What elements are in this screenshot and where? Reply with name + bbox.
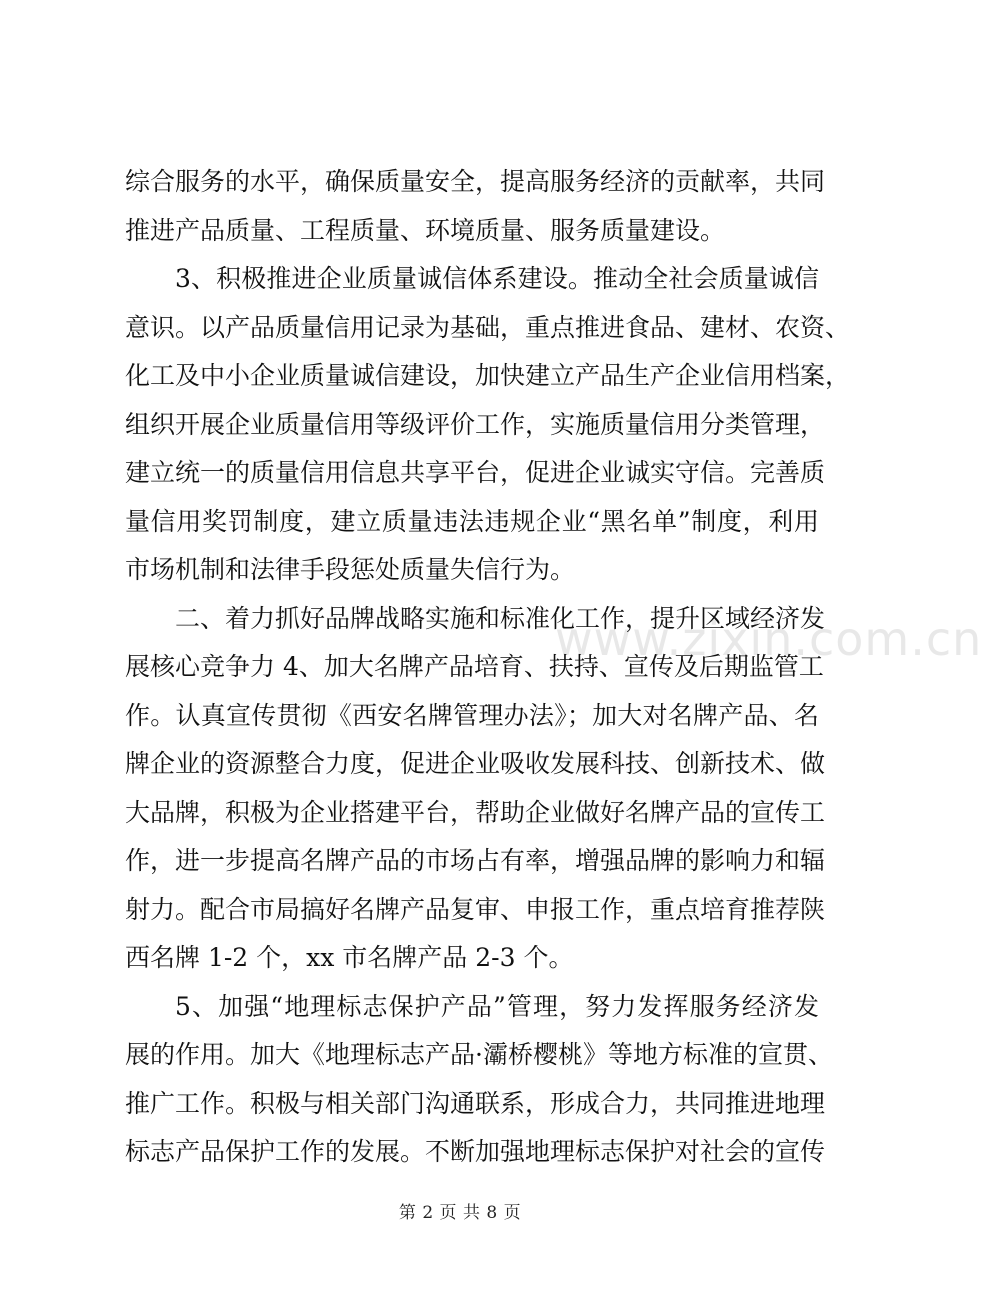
text-line: 二、着力抓好品牌战略实施和标准化工作，提升区域经济发 (175, 603, 826, 633)
text-line: 化工及中小企业质量诚信建设，加快建立产品生产企业信用档案， (125, 361, 851, 390)
body-text (125, 158, 851, 1177)
page-footer: 第 2 页 共 8 页 (398, 1203, 522, 1223)
text-line: 作，进一步提高名牌产品的市场占有率，增强品牌的影响力和辐 (125, 846, 826, 875)
text-line: 量信用奖罚制度，建立质量违法违规企业“黑名单”制度，利用 (125, 506, 819, 536)
text-line: 建立统一的质量信用信息共享平台，促进企业诚实守信。完善质 (125, 458, 826, 487)
text-line: 市场机制和法律手段惩处质量失信行为。 (125, 555, 576, 584)
text-line: 组织开展企业质量信用等级评价工作，实施质量信用分类管理， (125, 409, 826, 439)
text-line: 大品牌，积极为企业搭建平台，帮助企业做好名牌产品的宣传工 (125, 797, 826, 827)
text-line: 展核心竞争力 4、加大名牌产品培育、扶持、宣传及后期监管工 (125, 652, 824, 681)
text-line: 标志产品保护工作的发展。不断加强地理标志保护对社会的宣传 (125, 1137, 826, 1166)
text-line: 意识。以产品质量信用记录为基础，重点推进食品、建材、农资、 (125, 312, 851, 342)
text-line: 射力。配合市局搞好名牌产品复审、申报工作，重点培育推荐陕 (125, 894, 826, 924)
watermark: www.zixin.com.cn (555, 612, 982, 666)
text-line: 牌企业的资源整合力度，促进企业吸收发展科技、创新技术、做 (125, 749, 826, 778)
text-line: 西名牌 1-2 个，xx 市名牌产品 2-3 个。 (125, 943, 574, 972)
text-line: 5、加强“地理标志保护产品”管理，努力发挥服务经济发 (175, 991, 819, 1021)
text-line: 展的作用。加大《地理标志产品·灞桥樱桃》等地方标准的宣贯、 (125, 1040, 833, 1069)
text-line: 3、积极推进企业质量诚信体系建设。推动全社会质量诚信 (175, 264, 819, 293)
text-line: 综合服务的水平，确保质量安全，提高服务经济的贡献率，共同 (125, 167, 826, 196)
text-line: 推广工作。积极与相关部门沟通联系，形成合力，共同推进地理 (125, 1088, 826, 1118)
text-line: 作。认真宣传贯彻《西安名牌管理办法》；加大对名牌产品、名 (125, 700, 819, 730)
text-line: 推进产品质量、工程质量、环境质量、服务质量建设。 (125, 215, 726, 245)
